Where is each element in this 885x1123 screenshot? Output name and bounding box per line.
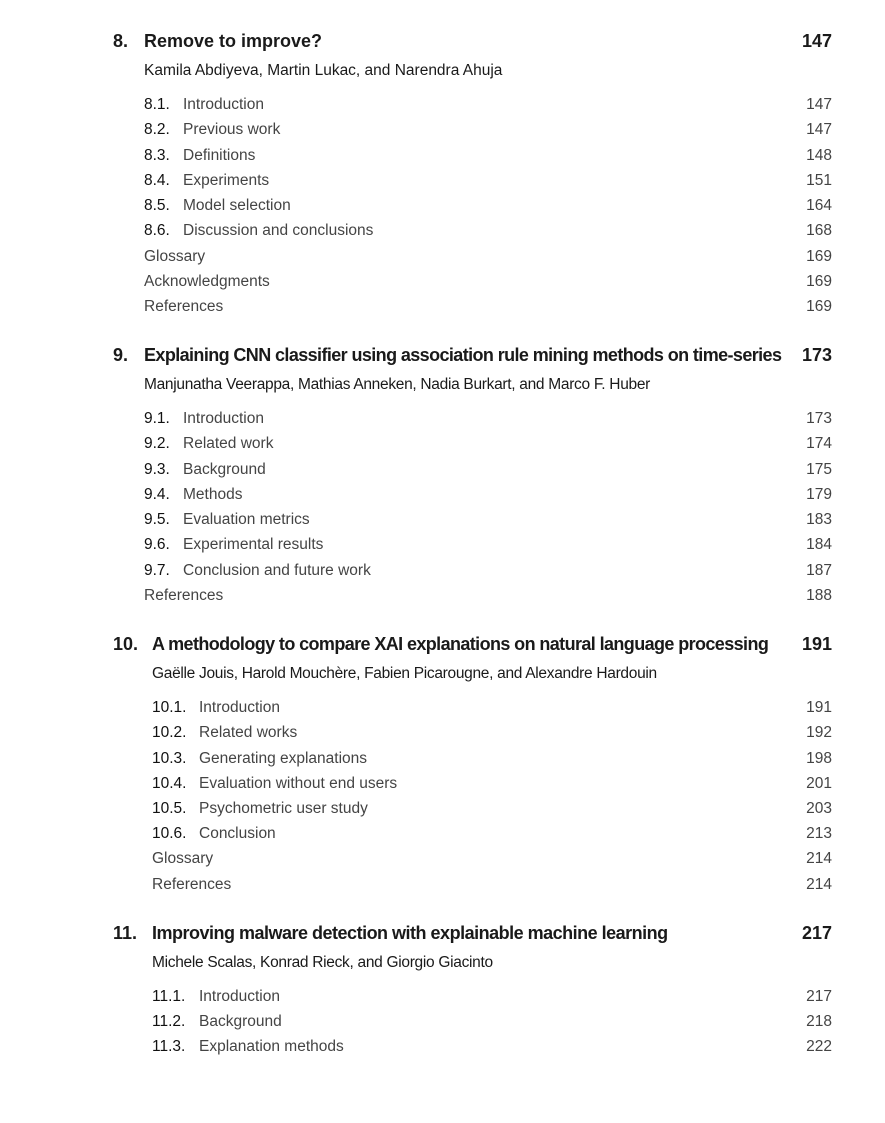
entry-title: References xyxy=(144,587,224,604)
toc-entry[interactable] xyxy=(0,536,885,558)
section-page: 147 xyxy=(806,96,832,113)
section-page: 201 xyxy=(806,775,832,792)
chapter-page: 217 xyxy=(801,923,832,943)
section-title: Discussion and conclusions xyxy=(183,222,374,239)
section-page: 175 xyxy=(806,461,832,478)
toc-entry[interactable] xyxy=(0,172,885,194)
section-page: 187 xyxy=(806,562,832,579)
section-page: 192 xyxy=(806,724,832,741)
chapter-title: Remove to improve? xyxy=(144,31,323,51)
section-page: 203 xyxy=(806,800,832,817)
section-title: Introduction xyxy=(183,410,264,427)
section-page: 222 xyxy=(806,1038,832,1055)
chapter-number: 10. xyxy=(113,634,139,654)
section-page: 179 xyxy=(806,486,832,503)
section-page: 174 xyxy=(806,435,832,452)
section-title: Introduction xyxy=(199,988,280,1005)
section-title: Experiments xyxy=(183,172,270,189)
section-page: 184 xyxy=(806,536,832,553)
chapter-title: A methodology to compare XAI explanations on natural language processing xyxy=(152,634,769,654)
toc-entry[interactable] xyxy=(0,699,885,721)
chapter-authors: Michele Scalas, Konrad Rieck, and Giorgio Giacinto xyxy=(152,954,493,971)
toc-entry[interactable] xyxy=(0,222,885,244)
section-number: 10.6. xyxy=(152,825,187,842)
section-title: Generating explanations xyxy=(199,750,368,767)
toc-entry[interactable] xyxy=(0,486,885,508)
entry-page: 214 xyxy=(806,876,832,893)
chapter-title: Explaining CNN classifier using association rule mining methods on time-series xyxy=(144,345,782,365)
section-title: Methods xyxy=(183,486,243,503)
toc-entry[interactable] xyxy=(0,197,885,219)
toc-entry[interactable] xyxy=(0,750,885,772)
section-number: 10.5. xyxy=(152,800,187,817)
toc-entry-references[interactable] xyxy=(0,298,885,320)
section-page: 198 xyxy=(806,750,832,767)
section-number: 9.4. xyxy=(144,486,170,503)
section-number: 9.7. xyxy=(144,562,170,579)
entry-title: References xyxy=(144,298,224,315)
section-title: Related work xyxy=(183,435,274,452)
entry-page: 169 xyxy=(806,298,832,315)
section-page: 183 xyxy=(806,511,832,528)
section-page: 173 xyxy=(806,410,832,427)
section-page: 218 xyxy=(806,1013,832,1030)
section-title: Conclusion xyxy=(199,825,276,842)
section-number: 9.3. xyxy=(144,461,170,478)
toc-entry[interactable] xyxy=(0,435,885,457)
section-page: 164 xyxy=(806,197,832,214)
section-number: 9.5. xyxy=(144,511,170,528)
toc-entry[interactable] xyxy=(0,562,885,584)
chapter-heading[interactable] xyxy=(0,923,885,947)
section-number: 10.2. xyxy=(152,724,187,741)
section-number: 10.4. xyxy=(152,775,187,792)
section-number: 8.2. xyxy=(144,121,170,138)
section-page: 151 xyxy=(806,172,832,189)
toc-entry-glossary[interactable] xyxy=(0,850,885,872)
chapter-authors: Gaëlle Jouis, Harold Mouchère, Fabien Picarougne, and Alexandre Hardouin xyxy=(152,665,657,682)
chapter-number: 8. xyxy=(113,31,129,51)
chapter-heading[interactable] xyxy=(0,634,885,658)
section-number: 8.5. xyxy=(144,197,170,214)
section-number: 8.3. xyxy=(144,147,170,164)
chapter-title: Improving malware detection with explainable machine learning xyxy=(152,923,668,943)
entry-title: Glossary xyxy=(152,850,214,867)
section-number: 8.1. xyxy=(144,96,170,113)
toc-entry[interactable] xyxy=(0,800,885,822)
section-number: 9.2. xyxy=(144,435,170,452)
toc-entry[interactable] xyxy=(0,724,885,746)
entry-page: 188 xyxy=(806,587,832,604)
section-number: 10.3. xyxy=(152,750,187,767)
toc-entry[interactable] xyxy=(0,461,885,483)
section-title: Conclusion and future work xyxy=(183,562,371,579)
chapter-page: 147 xyxy=(801,31,832,51)
section-title: Evaluation without end users xyxy=(199,775,398,792)
entry-title: Acknowledgments xyxy=(144,273,270,290)
toc-entry[interactable] xyxy=(0,147,885,169)
toc-entry-references[interactable] xyxy=(0,876,885,898)
toc-entry[interactable] xyxy=(0,121,885,143)
section-title: Introduction xyxy=(183,96,264,113)
section-page: 213 xyxy=(806,825,832,842)
chapter-heading[interactable] xyxy=(0,31,885,55)
entry-page: 169 xyxy=(806,273,832,290)
section-number: 9.6. xyxy=(144,536,170,553)
toc-entry[interactable] xyxy=(0,511,885,533)
toc-entry-references[interactable] xyxy=(0,587,885,609)
chapter-authors: Manjunatha Veerappa, Mathias Anneken, Nadia Burkart, and Marco F. Huber xyxy=(144,376,651,393)
toc-entry[interactable] xyxy=(0,410,885,432)
toc-entry[interactable] xyxy=(0,775,885,797)
section-title: Related works xyxy=(199,724,298,741)
section-title: Background xyxy=(183,461,266,478)
chapter-number: 9. xyxy=(113,345,129,365)
section-title: Experimental results xyxy=(183,536,324,553)
toc-entry[interactable] xyxy=(0,825,885,847)
toc-entry[interactable] xyxy=(0,96,885,118)
section-number: 9.1. xyxy=(144,410,170,427)
section-number: 11.3. xyxy=(152,1038,186,1055)
section-title: Background xyxy=(199,1013,282,1030)
toc-entry-acknowledgments[interactable] xyxy=(0,273,885,295)
section-number: 8.6. xyxy=(144,222,170,239)
chapter-heading[interactable] xyxy=(0,345,885,369)
section-title: Explanation methods xyxy=(199,1038,344,1055)
section-title: Definitions xyxy=(183,147,256,164)
section-number: 11.2. xyxy=(152,1013,186,1030)
section-title: Model selection xyxy=(183,197,291,214)
chapter-page: 173 xyxy=(801,345,832,365)
section-title: Introduction xyxy=(199,699,280,716)
section-title: Psychometric user study xyxy=(199,800,368,817)
section-number: 10.1. xyxy=(152,699,187,716)
section-page: 168 xyxy=(806,222,832,239)
section-title: Previous work xyxy=(183,121,281,138)
section-page: 147 xyxy=(806,121,832,138)
chapter-page: 191 xyxy=(801,634,832,654)
entry-page: 214 xyxy=(806,850,832,867)
entry-page: 169 xyxy=(806,248,832,265)
chapter-number: 11. xyxy=(113,923,138,943)
toc-entry[interactable] xyxy=(0,988,885,1010)
section-page: 148 xyxy=(806,147,832,164)
section-title: Evaluation metrics xyxy=(183,511,310,528)
toc-entry[interactable] xyxy=(0,1038,885,1060)
section-number: 11.1. xyxy=(152,988,186,1005)
section-number: 8.4. xyxy=(144,172,170,189)
toc-entry[interactable] xyxy=(0,1013,885,1035)
chapter-authors: Kamila Abdiyeva, Martin Lukac, and Narendra Ahuja xyxy=(144,62,503,79)
entry-title: References xyxy=(152,876,232,893)
section-page: 191 xyxy=(806,699,832,716)
toc-entry-glossary[interactable] xyxy=(0,248,885,270)
section-page: 217 xyxy=(806,988,832,1005)
entry-title: Glossary xyxy=(144,248,206,265)
